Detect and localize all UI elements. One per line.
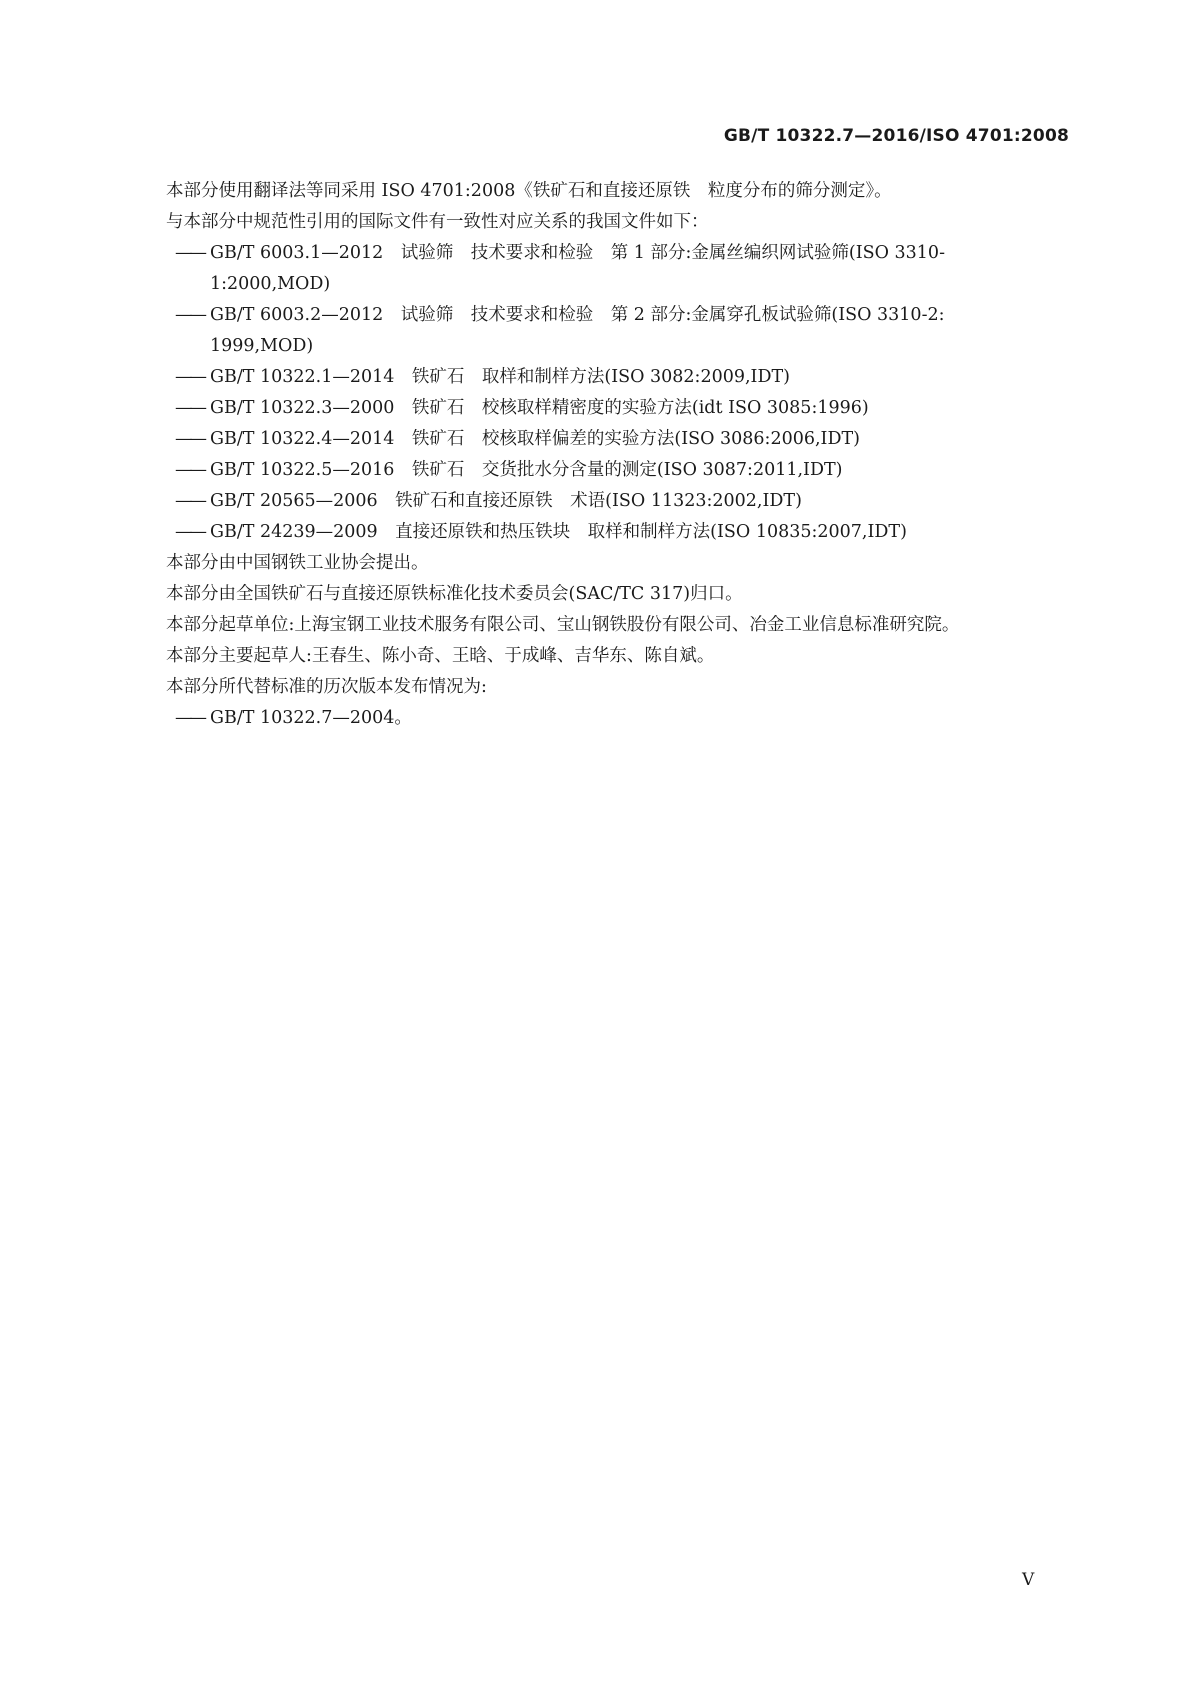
- drafters-statement: 本部分主要起草人:王春生、陈小奇、王晗、于成峰、吉华东、陈自斌。: [166, 646, 715, 666]
- reference-item: [131, 300, 1062, 362]
- committee-statement: 本部分由全国铁矿石与直接还原铁标准化技术委员会(SAC/TC 317)归口。: [166, 584, 743, 604]
- reference-intro: 与本部分中规范性引用的国际文件有一致性对应关系的我国文件如下：: [166, 212, 709, 232]
- adoption-statement: 本部分使用翻译法等同采用 ISO 4701:2008《铁矿石和直接还原铁 粒度分布的筛分测定》。: [166, 181, 892, 201]
- reference-text: GB/T 10322.1—2014 铁矿石 取样和制样方法(ISO 3082:2009,IDT): [210, 367, 790, 387]
- reference-text: GB/T 10322.3—2000 铁矿石 校核取样精密度的实验方法(idt ISO 3085:1996): [210, 398, 869, 418]
- dash-marker: ——: [175, 367, 204, 387]
- dash-marker: ——: [175, 243, 204, 263]
- reference-text: GB/T 24239—2009 直接还原铁和热压铁块 取样和制样方法(ISO 10835:2007,IDT): [210, 522, 907, 542]
- foreword-body: [131, 176, 1062, 734]
- reference-text: GB/T 6003.1—2012 试验筛 技术要求和检验 第 1 部分:金属丝编织网试验筛(ISO 3310-: [210, 243, 945, 263]
- reference-item: [131, 424, 1062, 455]
- reference-item: [131, 486, 1062, 517]
- dash-marker: ——: [175, 491, 204, 511]
- dash-marker: ——: [175, 708, 204, 728]
- reference-item: [131, 517, 1062, 548]
- document-number-header: GB/T 10322.7—2016/ISO 4701:2008: [723, 126, 1069, 146]
- reference-text-continuation: 1999,MOD): [210, 336, 314, 356]
- reference-item: [131, 362, 1062, 393]
- reference-item: [131, 455, 1062, 486]
- reference-text: GB/T 6003.2—2012 试验筛 技术要求和检验 第 2 部分:金属穿孔板试验筛(ISO 3310-2:: [210, 305, 945, 325]
- superseded-intro: 本部分所代替标准的历次版本发布情况为:: [166, 677, 487, 697]
- reference-item: [131, 393, 1062, 424]
- dash-marker: ——: [175, 522, 204, 542]
- reference-text-continuation: 1:2000,MOD): [210, 274, 331, 294]
- page-number: V: [1022, 1570, 1035, 1590]
- reference-item: [131, 238, 1062, 300]
- dash-marker: ——: [175, 398, 204, 418]
- superseded-text: GB/T 10322.7—2004。: [210, 708, 412, 728]
- superseded-item: [131, 703, 1062, 734]
- dash-marker: ——: [175, 429, 204, 449]
- reference-text: GB/T 10322.5—2016 铁矿石 交货批水分含量的测定(ISO 3087:2011,IDT): [210, 460, 843, 480]
- drafting-units-statement: 本部分起草单位:上海宝钢工业技术服务有限公司、宝山钢铁股份有限公司、冶金工业信息标准研究院。: [166, 615, 960, 635]
- reference-text: GB/T 10322.4—2014 铁矿石 校核取样偏差的实验方法(ISO 3086:2006,IDT): [210, 429, 860, 449]
- dash-marker: ——: [175, 305, 204, 325]
- proposer-statement: 本部分由中国钢铁工业协会提出。: [166, 553, 429, 573]
- dash-marker: ——: [175, 460, 204, 480]
- reference-text: GB/T 20565—2006 铁矿石和直接还原铁 术语(ISO 11323:2002,IDT): [210, 491, 802, 511]
